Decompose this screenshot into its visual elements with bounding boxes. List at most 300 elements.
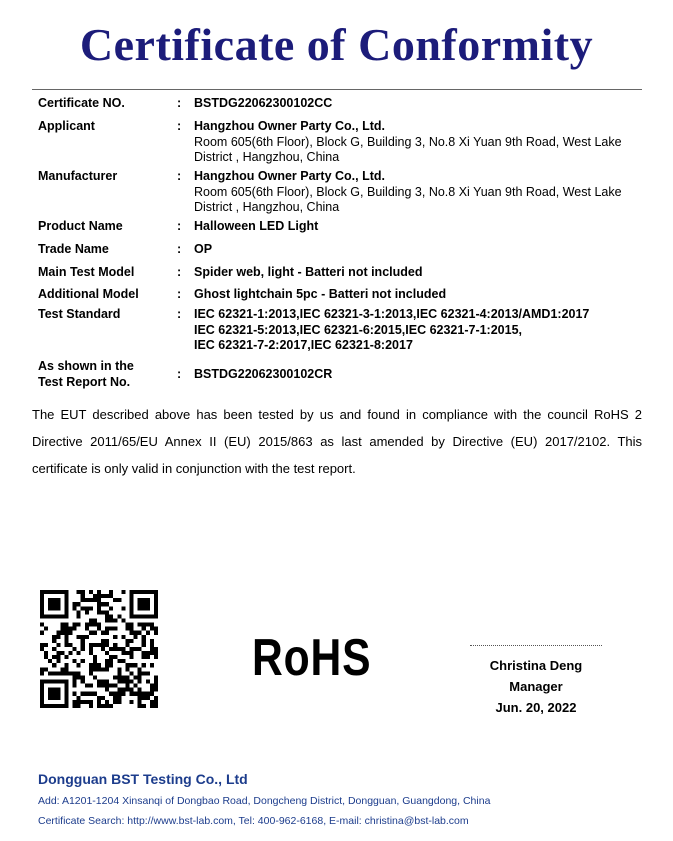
qr-module — [48, 671, 52, 675]
qr-module — [85, 635, 89, 639]
qr-module — [77, 704, 81, 708]
qr-module — [117, 688, 121, 692]
qr-module — [93, 623, 97, 627]
qr-module — [130, 700, 134, 704]
qr-module — [56, 614, 60, 618]
qr-module — [40, 602, 44, 606]
qr-module — [138, 692, 142, 696]
qr-module — [97, 606, 101, 610]
additional-model: Ghost lightchain 5pc - Batteri not included — [194, 287, 447, 301]
issuer-company: Dongguan BST Testing Co., Ltd — [38, 771, 248, 787]
qr-module — [150, 614, 154, 618]
qr-module — [81, 675, 85, 679]
qr-module — [130, 610, 134, 614]
qr-module — [134, 614, 138, 618]
qr-module — [44, 704, 48, 708]
qr-module — [125, 667, 129, 671]
qr-module — [101, 602, 105, 606]
field-label: As shown in the — [38, 359, 134, 373]
qr-module — [109, 594, 113, 598]
qr-module — [117, 598, 121, 602]
qr-module — [81, 635, 85, 639]
qr-module — [89, 704, 93, 708]
qr-module — [101, 667, 105, 671]
qr-module — [154, 675, 158, 679]
qr-module — [117, 647, 121, 651]
qr-module — [48, 590, 52, 594]
qr-module — [81, 639, 85, 643]
qr-module — [64, 688, 68, 692]
qr-module — [146, 692, 150, 696]
qr-module — [121, 647, 125, 651]
compliance-statement: The EUT described above has been tested by us and found in compliance with the council RoHS 2 Directive 2011/65/EU Annex II (EU) 2015/863 as last amended by Directive (EU) 2017/2102. This certificate is only valid in conjunction with the test report. — [32, 407, 642, 476]
qr-module — [138, 631, 142, 635]
qr-module — [64, 598, 68, 602]
qr-module — [48, 680, 52, 684]
qr-module — [60, 631, 64, 635]
test-standard-line: IEC 62321-1:2013,IEC 62321-3-1:2013,IEC 62321-4:2013/AMD1:2017 — [194, 307, 590, 321]
qr-module — [48, 602, 52, 606]
qr-module — [93, 618, 97, 622]
qr-module — [130, 680, 134, 684]
qr-module — [64, 635, 68, 639]
qr-module — [60, 680, 64, 684]
qr-module — [109, 627, 113, 631]
qr-module — [40, 647, 44, 651]
qr-module — [121, 680, 125, 684]
qr-module — [113, 696, 117, 700]
qr-module — [154, 598, 158, 602]
field-label: Certificate NO. — [38, 96, 125, 110]
qr-module — [105, 680, 109, 684]
qr-module — [89, 684, 93, 688]
qr-module — [64, 700, 68, 704]
qr-module — [52, 688, 56, 692]
qr-module — [130, 590, 134, 594]
qr-module — [154, 704, 158, 708]
qr-module — [105, 602, 109, 606]
qr-module — [130, 655, 134, 659]
qr-module — [93, 631, 97, 635]
qr-module — [64, 671, 68, 675]
qr-module — [109, 684, 113, 688]
field-colon: : — [177, 287, 182, 301]
qr-module — [105, 684, 109, 688]
qr-module — [85, 598, 89, 602]
qr-module — [73, 623, 77, 627]
qr-module — [142, 590, 146, 594]
qr-module — [73, 692, 77, 696]
qr-module — [142, 663, 146, 667]
qr-module — [101, 594, 105, 598]
qr-module — [109, 692, 113, 696]
qr-module — [130, 639, 134, 643]
qr-module — [81, 590, 85, 594]
qr-module — [101, 631, 105, 635]
qr-module — [117, 614, 121, 618]
issuer-address: Add: A1201-1204 Xinsanqi of Dongbao Road, Dongcheng District, Dongguan, Guangdong, China — [38, 795, 491, 807]
qr-module — [146, 602, 150, 606]
qr-module — [81, 606, 85, 610]
qr-module — [60, 671, 64, 675]
qr-module — [138, 602, 142, 606]
qr-module — [64, 627, 68, 631]
qr-module — [89, 647, 93, 651]
qr-module — [77, 675, 81, 679]
qr-module — [44, 667, 48, 671]
qr-module — [64, 696, 68, 700]
qr-module — [154, 647, 158, 651]
qr-module — [73, 606, 77, 610]
qr-module — [142, 671, 146, 675]
qr-module — [52, 606, 56, 610]
qr-code-icon — [40, 590, 158, 708]
qr-module — [142, 655, 146, 659]
qr-module — [117, 659, 121, 663]
qr-module — [130, 647, 134, 651]
qr-module — [60, 667, 64, 671]
qr-module — [130, 692, 134, 696]
qr-module — [109, 663, 113, 667]
qr-module — [40, 680, 44, 684]
qr-module — [125, 688, 129, 692]
qr-module — [40, 623, 44, 627]
qr-module — [89, 606, 93, 610]
qr-module — [138, 696, 142, 700]
qr-module — [40, 606, 44, 610]
qr-module — [97, 627, 101, 631]
qr-module — [101, 704, 105, 708]
qr-module — [68, 631, 72, 635]
qr-module — [138, 598, 142, 602]
qr-module — [64, 606, 68, 610]
field-label: Product Name — [38, 219, 123, 233]
qr-module — [77, 663, 81, 667]
qr-module — [56, 680, 60, 684]
qr-module — [150, 684, 154, 688]
qr-module — [109, 655, 113, 659]
qr-module — [134, 590, 138, 594]
qr-module — [64, 684, 68, 688]
qr-module — [121, 635, 125, 639]
qr-module — [113, 675, 117, 679]
qr-module — [130, 671, 134, 675]
qr-module — [105, 667, 109, 671]
qr-module — [44, 590, 48, 594]
qr-module — [89, 631, 93, 635]
qr-module — [154, 700, 158, 704]
qr-module — [77, 671, 81, 675]
qr-module — [142, 627, 146, 631]
qr-module — [150, 692, 154, 696]
qr-module — [154, 614, 158, 618]
qr-module — [113, 684, 117, 688]
qr-module — [142, 643, 146, 647]
qr-module — [121, 651, 125, 655]
qr-module — [97, 623, 101, 627]
qr-module — [85, 606, 89, 610]
qr-module — [52, 671, 56, 675]
qr-module — [154, 688, 158, 692]
qr-module — [130, 606, 134, 610]
qr-module — [150, 623, 154, 627]
qr-module — [89, 663, 93, 667]
qr-module — [81, 659, 85, 663]
qr-module — [125, 684, 129, 688]
qr-module — [56, 692, 60, 696]
qr-module — [73, 680, 77, 684]
qr-module — [52, 614, 56, 618]
qr-module — [154, 680, 158, 684]
qr-module — [40, 688, 44, 692]
qr-module — [142, 635, 146, 639]
qr-module — [138, 700, 142, 704]
qr-module — [121, 675, 125, 679]
qr-module — [117, 696, 121, 700]
qr-module — [81, 692, 85, 696]
qr-module — [97, 598, 101, 602]
qr-module — [121, 606, 125, 610]
qr-module — [52, 590, 56, 594]
qr-module — [64, 590, 68, 594]
qr-module — [56, 655, 60, 659]
qr-module — [73, 700, 77, 704]
qr-module — [154, 602, 158, 606]
qr-module — [113, 643, 117, 647]
qr-module — [52, 692, 56, 696]
qr-module — [97, 602, 101, 606]
qr-module — [93, 692, 97, 696]
qr-module — [40, 610, 44, 614]
field-colon: : — [177, 367, 182, 381]
qr-module — [150, 688, 154, 692]
qr-module — [101, 647, 105, 651]
qr-module — [105, 688, 109, 692]
field-label: Trade Name — [38, 242, 109, 256]
qr-module — [130, 594, 134, 598]
field-colon: : — [177, 219, 182, 233]
qr-module — [154, 606, 158, 610]
qr-module — [130, 688, 134, 692]
field-label: Manufacturer — [38, 169, 118, 183]
qr-module — [101, 610, 105, 614]
qr-module — [109, 704, 113, 708]
qr-module — [64, 639, 68, 643]
field-colon: : — [177, 242, 182, 256]
qr-module — [97, 667, 101, 671]
qr-module — [56, 643, 60, 647]
field-colon: : — [177, 169, 182, 183]
qr-module — [113, 627, 117, 631]
qr-module — [117, 700, 121, 704]
qr-module — [44, 643, 48, 647]
qr-module — [138, 688, 142, 692]
qr-module — [52, 663, 56, 667]
qr-module — [81, 598, 85, 602]
qr-module — [101, 643, 105, 647]
qr-module — [134, 692, 138, 696]
qr-module — [105, 651, 109, 655]
qr-module — [150, 704, 154, 708]
qr-module — [105, 643, 109, 647]
qr-module — [44, 651, 48, 655]
qr-module — [77, 590, 81, 594]
qr-module — [68, 643, 72, 647]
qr-module — [154, 696, 158, 700]
qr-module — [60, 614, 64, 618]
qr-module — [105, 610, 109, 614]
main-test-model: Spider web, light - Batteri not included — [194, 265, 423, 279]
qr-module — [109, 659, 113, 663]
qr-module — [68, 671, 72, 675]
qr-module — [77, 696, 81, 700]
qr-module — [125, 651, 129, 655]
qr-module — [150, 639, 154, 643]
qr-module — [125, 663, 129, 667]
qr-module — [109, 606, 113, 610]
applicant-address: Room 605(6th Floor), Block G, Building 3, No.8 Xi Yuan 9th Road, West Lake District , Hangzhou, China — [194, 134, 622, 164]
qr-module — [64, 602, 68, 606]
qr-module — [97, 643, 101, 647]
qr-module — [56, 688, 60, 692]
qr-module — [117, 692, 121, 696]
qr-module — [117, 675, 121, 679]
qr-module — [105, 663, 109, 667]
qr-module — [113, 618, 117, 622]
qr-module — [68, 627, 72, 631]
qr-module — [64, 614, 68, 618]
qr-module — [138, 704, 142, 708]
qr-module — [117, 671, 121, 675]
qr-module — [109, 618, 113, 622]
qr-module — [146, 651, 150, 655]
manufacturer-name: Hangzhou Owner Party Co., Ltd. — [194, 169, 385, 183]
qr-module — [113, 700, 117, 704]
title-divider — [32, 89, 642, 90]
field-label: Applicant — [38, 119, 95, 133]
qr-module — [60, 590, 64, 594]
qr-module — [40, 590, 44, 594]
qr-module — [113, 655, 117, 659]
qr-module — [146, 655, 150, 659]
qr-module — [105, 639, 109, 643]
qr-module — [60, 623, 64, 627]
qr-module — [97, 590, 101, 594]
qr-module — [113, 692, 117, 696]
qr-module — [146, 598, 150, 602]
qr-module — [48, 692, 52, 696]
qr-module — [97, 700, 101, 704]
qr-module — [64, 655, 68, 659]
qr-module — [138, 647, 142, 651]
qr-module — [89, 590, 93, 594]
field-colon: : — [177, 307, 182, 321]
qr-module — [150, 647, 154, 651]
qr-module — [85, 700, 89, 704]
qr-module — [113, 647, 117, 651]
field-colon: : — [177, 265, 182, 279]
field-label: Test Report No. — [38, 374, 131, 389]
qr-module — [150, 643, 154, 647]
qr-module — [146, 614, 150, 618]
qr-module — [150, 700, 154, 704]
qr-module — [130, 602, 134, 606]
qr-module — [154, 631, 158, 635]
qr-module — [113, 635, 117, 639]
qr-module — [40, 704, 44, 708]
qr-module — [146, 631, 150, 635]
qr-module — [97, 704, 101, 708]
qr-module — [142, 623, 146, 627]
qr-module — [125, 680, 129, 684]
qr-module — [154, 590, 158, 594]
qr-module — [125, 639, 129, 643]
test-standard-line: IEC 62321-7-2:2017,IEC 62321-8:2017 — [194, 338, 413, 352]
qr-module — [105, 594, 109, 598]
qr-module — [56, 602, 60, 606]
qr-module — [60, 627, 64, 631]
qr-module — [154, 651, 158, 655]
qr-module — [105, 631, 109, 635]
qr-module — [142, 602, 146, 606]
certificate-number: BSTDG22062300102CC — [194, 96, 333, 110]
qr-module — [130, 614, 134, 618]
qr-module — [52, 639, 56, 643]
qr-module — [89, 667, 93, 671]
test-standard-line: IEC 62321-5:2013,IEC 62321-6:2015,IEC 62321-7-1:2015, — [194, 322, 522, 337]
applicant-name: Hangzhou Owner Party Co., Ltd. — [194, 119, 385, 133]
qr-module — [81, 700, 85, 704]
trade-name: OP — [194, 242, 213, 256]
qr-module — [97, 610, 101, 614]
qr-module — [68, 651, 72, 655]
qr-module — [73, 659, 77, 663]
qr-module — [134, 635, 138, 639]
qr-module — [125, 623, 129, 627]
qr-module — [113, 598, 117, 602]
qr-module — [77, 651, 81, 655]
qr-module — [89, 671, 93, 675]
qr-module — [138, 671, 142, 675]
qr-module — [56, 659, 60, 663]
qr-module — [77, 610, 81, 614]
qr-module — [64, 623, 68, 627]
qr-module — [56, 631, 60, 635]
qr-module — [48, 704, 52, 708]
certificate-title: Certificate of Conformity — [79, 19, 594, 70]
qr-module — [138, 590, 142, 594]
qr-module — [60, 704, 64, 708]
qr-module — [121, 659, 125, 663]
qr-module — [44, 680, 48, 684]
qr-module — [40, 631, 44, 635]
qr-module — [40, 684, 44, 688]
qr-module — [121, 692, 125, 696]
qr-module — [52, 635, 56, 639]
qr-module — [56, 651, 60, 655]
certificate-search-info: Certificate Search: http://www.bst-lab.com, Tel: 400-962-6168, E-mail: christina@bst-lab.com — [38, 815, 469, 827]
qr-module — [77, 623, 81, 627]
field-label: Test Standard — [38, 307, 121, 321]
qr-module — [44, 655, 48, 659]
field-colon: : — [177, 96, 182, 110]
qr-module — [73, 671, 77, 675]
qr-module — [64, 610, 68, 614]
qr-module — [150, 651, 154, 655]
qr-module — [130, 631, 134, 635]
qr-module — [121, 688, 125, 692]
qr-module — [134, 647, 138, 651]
